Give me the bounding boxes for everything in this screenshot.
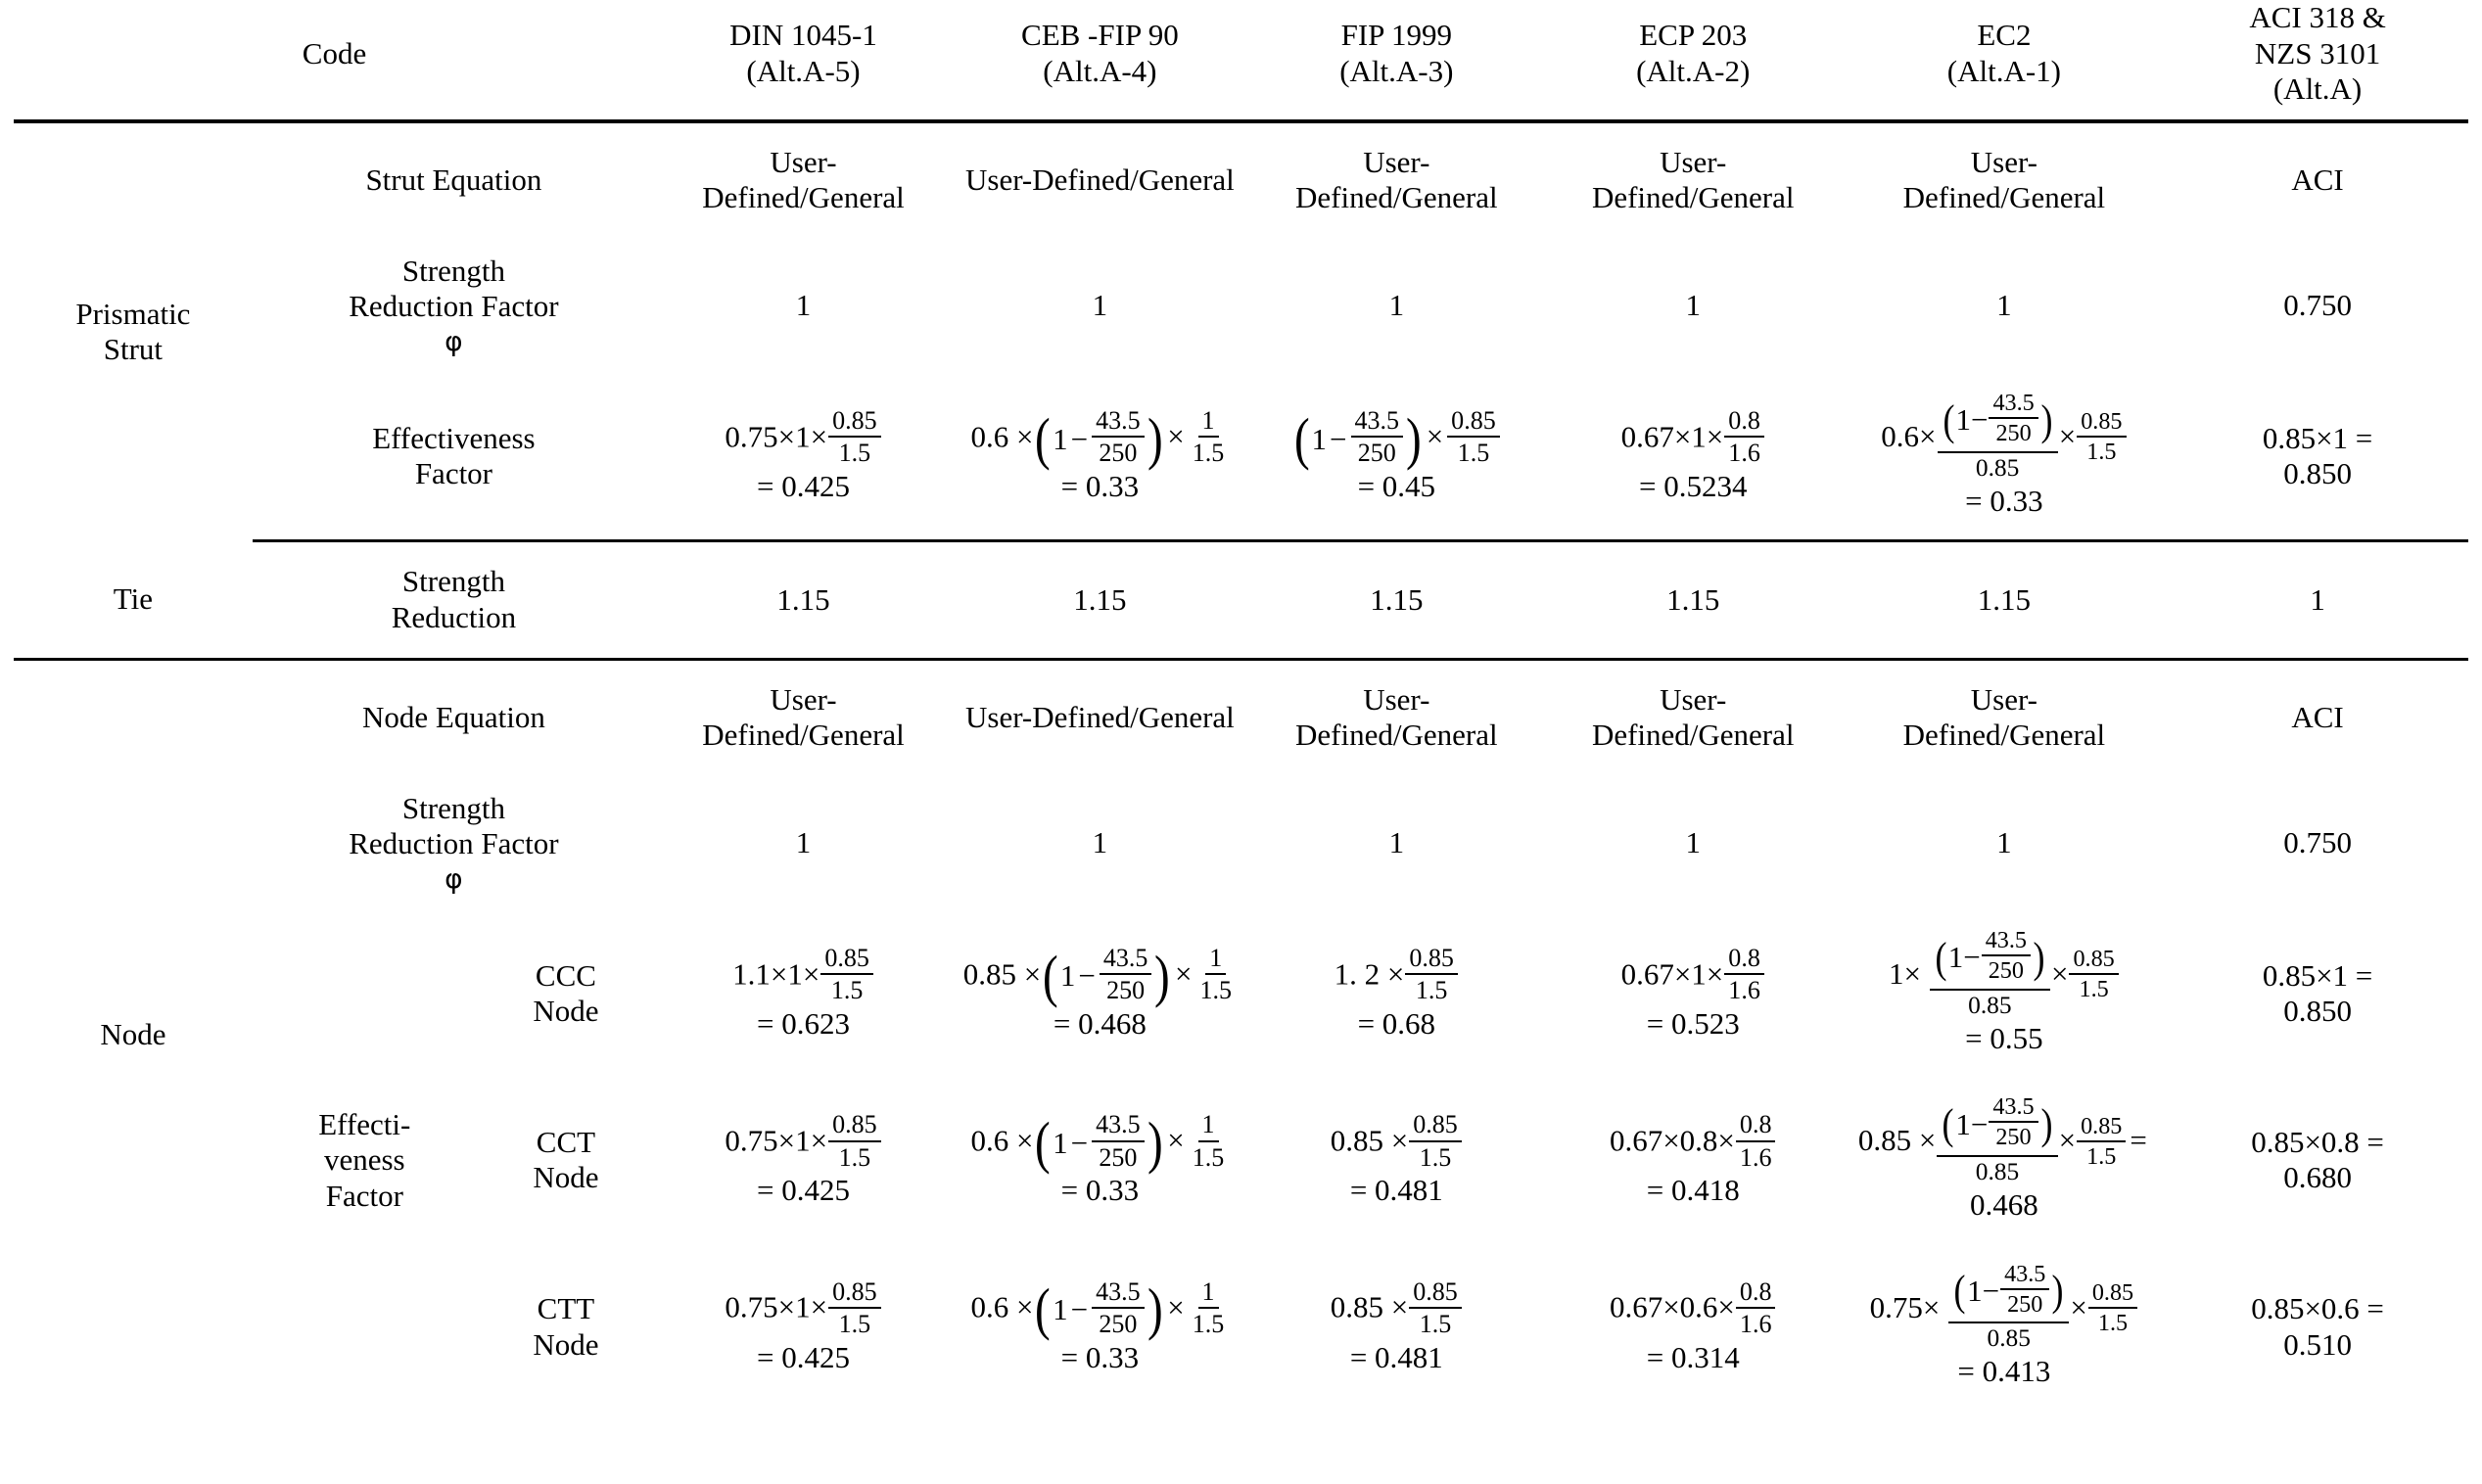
row-label-tie-strength-l1: Strength	[401, 564, 505, 599]
cell-node-phi-din: 1	[795, 824, 812, 859]
cell-strut-eff-ecp	[1545, 373, 1842, 541]
row-label-eff-node-l1: Effecti-	[318, 1106, 411, 1141]
cell-strut-eff-ec2-times: ×	[2058, 419, 2077, 453]
row-label-eff-node-l2: veness	[323, 1142, 405, 1178]
header-col-din-name: DIN 1045-1	[729, 18, 877, 53]
cell-ccc-aci	[2167, 910, 2468, 1077]
cell-cct-fip-result: = 0.481	[1349, 1173, 1443, 1208]
cell-ccc-ec2-inum: 43.5	[1982, 927, 2031, 956]
cell-strut-phi-ec2: 1	[1996, 287, 2012, 322]
row-label-ctt-node-l2: Node	[533, 1326, 599, 1362]
table-row-strut-equation	[14, 121, 2468, 238]
cell-ccc-ec2-oden: 0.85	[1968, 991, 2012, 1019]
cell-strut-eff-aci-l1: 0.85×1 =	[2262, 420, 2373, 455]
cell-ccc-ceb-minus: −	[1078, 958, 1096, 994]
cell-strut-eff-ecp-num: 0.8	[1724, 406, 1764, 438]
cell-strut-eff-din-result: = 0.425	[757, 469, 850, 504]
cell-strut-eff-din	[655, 373, 952, 541]
header-col-ec2-alt: (Alt.A-1)	[1946, 53, 2062, 88]
cell-strut-equation-ec2-l1: User-	[1970, 144, 2038, 179]
row-label-ccc-node-l1: CCC	[535, 957, 596, 993]
cell-cct-ceb-den: 1.5	[1192, 1142, 1225, 1172]
cell-ctt-ceb-minus: −	[1070, 1292, 1089, 1327]
cell-strut-phi-din: 1	[795, 287, 812, 322]
cell-ctt-aci-l1: 0.85×0.6 =	[2251, 1291, 2384, 1326]
cell-ccc-ec2-num: 0.85	[2069, 946, 2118, 975]
cell-ccc-ec2-minus: −	[1963, 940, 1981, 975]
row-label-tie-strength-l2: Reduction	[391, 600, 517, 634]
cell-strut-equation-aci: ACI	[2291, 162, 2344, 198]
cell-ccc-ceb-one: 1	[1059, 958, 1076, 994]
cell-ctt-aci-l2: 0.510	[2283, 1326, 2352, 1362]
cell-strut-eff-ceb-minus: −	[1070, 421, 1089, 456]
cell-strut-eff-ec2-one: 1	[1955, 402, 1971, 438]
cell-cct-ecp-num: 0.8	[1736, 1110, 1776, 1141]
cell-strut-eff-din-num: 0.85	[828, 406, 881, 438]
row-label-ccc-node-l2: Node	[533, 994, 599, 1029]
cell-ctt-ceb-iden: 250	[1099, 1309, 1138, 1338]
group-label-tie: Tie	[14, 541, 253, 659]
cell-strut-equation-fip	[1248, 121, 1545, 238]
cell-cct-ceb: 0.6 × ( 1 − $\frac{43.5}{250}$ ) × $\frac{1}{1.5}$ = 0.33	[952, 1077, 1248, 1243]
cell-ccc-ecp-result: = 0.523	[1646, 1005, 1740, 1041]
cell-ccc-ceb-lead: 0.85 ×	[962, 955, 1042, 991]
cell-cct-ceb-lead: 0.6 ×	[970, 1123, 1034, 1158]
cell-ccc-din	[655, 910, 952, 1077]
cell-ccc-ec2-one: 1	[1947, 940, 1964, 975]
header-col-aci-alt2: (Alt.A)	[2272, 71, 2363, 107]
cell-ctt-ecp	[1545, 1244, 1842, 1411]
cell-node-equation-ecp-l2: Defined/General	[1591, 718, 1795, 753]
cell-node-phi-ec2: 1	[1996, 824, 2012, 859]
cell-ctt-din	[655, 1244, 952, 1411]
cell-cct-ceb-inum: 43.5	[1092, 1110, 1145, 1141]
cell-cct-din-lead: 0.75×1×	[725, 1123, 828, 1158]
row-label-node-phi-l1: Strength	[401, 790, 505, 825]
cell-tie-din: 1.15	[655, 541, 952, 659]
cell-strut-phi-aci: 0.750	[2283, 287, 2352, 322]
cell-ccc-ecp	[1545, 910, 1842, 1077]
cell-strut-phi-fip: 1	[1388, 287, 1405, 322]
cell-ctt-ecp-den: 1.6	[1739, 1309, 1772, 1338]
cell-cct-ceb-iden: 250	[1099, 1142, 1138, 1172]
cell-node-phi-fip: 1	[1388, 824, 1405, 859]
cell-ctt-ec2-lead: 0.75×	[1869, 1289, 1941, 1324]
cell-strut-equation-din-l1: User-	[770, 144, 837, 179]
cell-ctt-ceb-one: 1	[1053, 1292, 1068, 1327]
cell-strut-eff-ceb-one: 1	[1053, 421, 1068, 456]
cell-node-equation-ec2	[1842, 659, 2167, 775]
row-label-strut-phi-l1: Strength	[401, 253, 505, 288]
cell-strut-eff-ceb-times: ×	[1167, 419, 1185, 453]
cell-ccc-ceb-num: 1	[1205, 944, 1226, 975]
code-comparison-table	[14, 0, 2468, 1411]
cell-ctt-ceb-times: ×	[1167, 1289, 1185, 1324]
cell-strut-eff-fip-times: ×	[1426, 419, 1444, 453]
cell-node-equation-fip-l1: User-	[1363, 681, 1430, 717]
cell-ctt-ceb-inum: 43.5	[1092, 1277, 1145, 1309]
cell-ctt-fip	[1248, 1244, 1545, 1411]
cell-cct-ceb-one: 1	[1053, 1125, 1068, 1160]
cell-strut-phi-ceb: 1	[1092, 287, 1108, 322]
cell-ccc-aci-l1: 0.85×1 =	[2262, 957, 2373, 993]
row-label-eff-node-l3: Factor	[325, 1178, 403, 1213]
table-row-strut-phi	[14, 238, 2468, 373]
cell-strut-eff-din-lead: 0.75×1×	[725, 419, 828, 453]
cell-cct-ec2-times: ×	[2058, 1123, 2077, 1158]
cell-strut-phi-ecp: 1	[1685, 287, 1701, 322]
group-label-prismatic-strut	[14, 121, 253, 541]
cell-cct-ec2: 0.85 × ( 1 − $\frac{43.5}{250}$ ) 0.85 × $\frac{0.85}{1.5}$ = 0.468	[1842, 1077, 2167, 1243]
cell-strut-eff-ecp-result: = 0.5234	[1638, 469, 1748, 504]
cell-ccc-ec2: 1× ( 1 − $\frac{43.5}{250}$ ) 0.85 × $\frac{0.85}{1.5}$ = 0.55	[1842, 910, 2167, 1077]
cell-cct-ec2-inum: 43.5	[1989, 1093, 2037, 1123]
cell-cct-aci-l1: 0.85×0.8 =	[2251, 1124, 2384, 1159]
cell-strut-eff-fip-den: 1.5	[1457, 439, 1490, 468]
cell-ctt-fip-num: 0.85	[1409, 1277, 1462, 1309]
cell-node-phi-ceb: 1	[1092, 824, 1108, 859]
cell-cct-ceb-times: ×	[1167, 1123, 1185, 1158]
cell-strut-eff-aci-l2: 0.850	[2283, 456, 2352, 491]
group-label-prismatic-strut-line1: Prismatic	[75, 296, 191, 331]
header-col-din	[655, 0, 952, 121]
cell-ccc-ec2-den: 1.5	[2079, 976, 2109, 1003]
cell-strut-eff-fip-iden: 250	[1357, 439, 1396, 468]
cell-node-phi-aci: 0.750	[2283, 824, 2352, 859]
cell-ctt-ceb-den: 1.5	[1192, 1309, 1225, 1338]
cell-tie-ceb: 1.15	[952, 541, 1248, 659]
cell-cct-din	[655, 1077, 952, 1243]
cell-cct-ec2-minus: −	[1970, 1106, 1989, 1141]
header-col-ceb	[952, 0, 1248, 121]
cell-ctt-ecp-result: = 0.314	[1646, 1339, 1740, 1374]
cell-ccc-ceb-times: ×	[1175, 955, 1193, 991]
cell-ccc-ec2-lead: 1×	[1889, 955, 1921, 991]
cell-cct-din-den: 1.5	[838, 1142, 871, 1172]
cell-cct-ceb-result: = 0.33	[1060, 1173, 1140, 1208]
row-label-node-phi	[253, 775, 655, 910]
cell-ccc-ceb-inum: 43.5	[1100, 944, 1152, 975]
row-label-strut-phi	[253, 238, 655, 373]
cell-ccc-ec2-iden: 250	[1988, 957, 2024, 985]
cell-ctt-din-num: 0.85	[828, 1277, 881, 1309]
cell-strut-eff-ceb-lead: 0.6 ×	[970, 419, 1034, 453]
cell-tie-fip: 1.15	[1248, 541, 1545, 659]
table-row-tie	[14, 541, 2468, 659]
cell-strut-equation-fip-l1: User-	[1363, 144, 1430, 179]
header-col-aci	[2167, 0, 2468, 121]
cell-ccc-fip-den: 1.5	[1415, 976, 1448, 1005]
cell-node-equation-ceb: User-Defined/General	[965, 699, 1235, 734]
cell-ctt-ec2-times: ×	[2070, 1289, 2087, 1324]
cell-cct-ecp-lead: 0.67×0.8×	[1609, 1123, 1735, 1158]
header-col-ceb-alt: (Alt.A-4)	[1043, 53, 1157, 88]
cell-ccc-din-num: 0.85	[820, 944, 873, 975]
cell-node-phi-ecp: 1	[1685, 824, 1701, 859]
row-label-strut-effectiveness	[253, 373, 655, 541]
row-label-node-equation: Node Equation	[362, 699, 545, 734]
cell-node-equation-ecp	[1545, 659, 1842, 775]
cell-ctt-fip-lead: 0.85 ×	[1330, 1289, 1409, 1324]
header-col-ecp-name: ECP 203	[1639, 18, 1748, 53]
cell-ctt-ceb-num: 1	[1198, 1277, 1219, 1309]
cell-ccc-ec2-result: = 0.55	[1965, 1020, 2043, 1055]
cell-strut-eff-ec2-num: 0.85	[2077, 408, 2126, 438]
table-row-node-equation	[14, 659, 2468, 775]
cell-ctt-din-result: = 0.425	[757, 1339, 850, 1374]
header-col-fip-name: FIP 1999	[1340, 18, 1453, 53]
row-label-node-phi-l2: Reduction Factor	[349, 826, 559, 861]
cell-cct-din-result: = 0.425	[757, 1173, 850, 1208]
cell-ctt-ec2: 0.75× ( 1 − $\frac{43.5}{250}$ ) 0.85 × $\frac{0.85}{1.5}$ = 0.413	[1842, 1244, 2167, 1411]
cell-strut-eff-din-den: 1.5	[838, 439, 871, 468]
row-label-cct-node	[477, 1077, 655, 1243]
cell-ctt-ceb: 0.6 × ( 1 − $\frac{43.5}{250}$ ) × $\frac{1}{1.5}$ = 0.33	[952, 1244, 1248, 1411]
cell-strut-eff-fip-inum: 43.5	[1351, 406, 1404, 438]
cell-ctt-ec2-num: 0.85	[2088, 1279, 2137, 1309]
cell-ctt-ec2-iden: 250	[2007, 1290, 2043, 1318]
cell-ctt-ec2-inum: 43.5	[2000, 1261, 2049, 1290]
row-label-strut-equation: Strut Equation	[365, 162, 542, 198]
cell-strut-eff-aci	[2167, 373, 2468, 541]
cell-strut-eff-fip-one: 1	[1311, 421, 1328, 456]
row-label-effectiveness-factor-node	[253, 910, 477, 1411]
header-col-ecp-alt: (Alt.A-2)	[1636, 53, 1751, 88]
cell-ccc-ceb-result: = 0.468	[1053, 1005, 1147, 1041]
header-col-aci-name: ACI 318 &	[2249, 0, 2386, 34]
cell-cct-ec2-lead: 0.85 ×	[1857, 1123, 1937, 1158]
cell-strut-equation-din-l2: Defined/General	[702, 180, 905, 215]
cell-cct-ecp	[1545, 1077, 1842, 1243]
cell-strut-eff-ecp-lead: 0.67×1×	[1620, 419, 1724, 453]
cell-strut-eff-ceb: 0.6 × ( 1 − $\frac{43.5}{250}$ ) × $\frac{1}{1.5}$ = 0.33	[952, 373, 1248, 541]
cell-ccc-din-lead: 1.1×1×	[732, 955, 820, 991]
cell-ccc-ecp-num: 0.8	[1724, 944, 1764, 975]
cell-ccc-fip	[1248, 910, 1545, 1077]
cell-node-equation-ec2-l1: User-	[1970, 681, 2038, 717]
row-label-node-phi-symbol: φ	[445, 861, 463, 895]
row-label-strut-eff-l2: Factor	[414, 456, 493, 491]
cell-ccc-ecp-den: 1.6	[1728, 976, 1760, 1005]
row-label-ccc-node	[477, 910, 655, 1077]
cell-ccc-ec2-times: ×	[2050, 955, 2069, 991]
cell-node-equation-ecp-l1: User-	[1660, 681, 1727, 717]
cell-node-equation-fip	[1248, 659, 1545, 775]
row-label-ctt-node-l1: CTT	[537, 1291, 595, 1326]
cell-cct-fip-num: 0.85	[1409, 1110, 1462, 1141]
header-col-ceb-name: CEB -FIP 90	[1021, 18, 1179, 53]
cell-ctt-din-lead: 0.75×1×	[725, 1289, 828, 1324]
cell-cct-fip	[1248, 1077, 1545, 1243]
cell-ccc-fip-num: 0.85	[1405, 944, 1458, 975]
cell-cct-ceb-num: 1	[1198, 1110, 1219, 1141]
cell-strut-equation-ec2	[1842, 121, 2167, 238]
cell-ccc-ceb: 0.85 × ( 1 − $\frac{43.5}{250}$ ) × $\frac{1}{1.5}$ = 0.468	[952, 910, 1248, 1077]
header-col-ec2-name: EC2	[1977, 18, 2032, 53]
cell-strut-eff-ec2-iden: 250	[1995, 420, 2032, 447]
cell-cct-fip-lead: 0.85 ×	[1330, 1123, 1409, 1158]
cell-ctt-aci	[2167, 1244, 2468, 1411]
cell-cct-fip-den: 1.5	[1419, 1142, 1452, 1172]
row-label-strut-phi-symbol: φ	[445, 325, 463, 358]
cell-ccc-aci-l2: 0.850	[2283, 994, 2352, 1029]
cell-ctt-fip-result: = 0.481	[1349, 1339, 1443, 1374]
row-label-cct-node-l2: Node	[533, 1160, 599, 1195]
cell-ccc-ecp-lead: 0.67×1×	[1620, 955, 1724, 991]
cell-cct-ec2-trail: =	[2130, 1123, 2147, 1158]
cell-strut-eff-fip-minus: −	[1330, 421, 1347, 456]
cell-strut-equation-fip-l2: Defined/General	[1295, 180, 1498, 215]
cell-cct-ec2-num: 0.85	[2077, 1113, 2126, 1142]
header-col-fip-alt: (Alt.A-3)	[1339, 53, 1454, 88]
cell-ctt-ceb-lead: 0.6 ×	[970, 1289, 1034, 1324]
cell-strut-eff-fip: ( 1 − $\frac{43.5}{250}$ ) × $\frac{0.85}{1.5}$ = 0.45	[1248, 373, 1545, 541]
cell-cct-ec2-oden: 0.85	[1975, 1157, 2020, 1185]
cell-strut-eff-ec2-minus: −	[1970, 402, 1989, 438]
cell-strut-eff-fip-result: = 0.45	[1357, 469, 1436, 504]
cell-ctt-ec2-minus: −	[1982, 1273, 2000, 1308]
cell-strut-equation-ecp	[1545, 121, 1842, 238]
cell-ctt-fip-den: 1.5	[1419, 1309, 1452, 1338]
cell-strut-eff-ceb-iden: 250	[1099, 439, 1138, 468]
row-label-strut-eff-l1: Effectiveness	[372, 420, 536, 455]
cell-ctt-ec2-one: 1	[1967, 1273, 1983, 1308]
cell-ctt-ec2-result: = 0.413	[1957, 1354, 2051, 1389]
cell-cct-ecp-result: = 0.418	[1646, 1173, 1740, 1208]
cell-ctt-ecp-num: 0.8	[1736, 1277, 1776, 1309]
cell-ctt-ec2-oden: 0.85	[1987, 1324, 2031, 1353]
cell-tie-aci: 1	[2167, 541, 2468, 659]
cell-node-equation-din-l2: Defined/General	[702, 718, 905, 753]
table-row-strut-effectiveness	[14, 373, 2468, 541]
cell-cct-ceb-minus: −	[1070, 1125, 1089, 1160]
group-label-prismatic-strut-line2: Strut	[103, 332, 164, 367]
cell-ccc-ceb-iden: 250	[1106, 976, 1146, 1005]
cell-strut-equation-ceb: User-Defined/General	[965, 162, 1235, 198]
cell-ccc-ceb-den: 1.5	[1199, 976, 1233, 1005]
table-row-ccc-node	[14, 910, 2468, 1077]
cell-cct-ec2-result: 0.468	[1970, 1186, 2038, 1222]
cell-tie-ecp: 1.15	[1545, 541, 1842, 659]
cell-strut-eff-fip-num: 0.85	[1447, 406, 1500, 438]
table-row-node-phi	[14, 775, 2468, 910]
row-label-tie-strength	[253, 541, 655, 659]
cell-strut-eff-ceb-result: = 0.33	[1060, 469, 1140, 504]
cell-strut-eff-ceb-num: 1	[1198, 406, 1219, 438]
cell-node-equation-ec2-l2: Defined/General	[1902, 718, 2106, 753]
row-label-ctt-node	[477, 1244, 655, 1411]
header-col-din-alt: (Alt.A-5)	[746, 53, 861, 88]
cell-cct-aci	[2167, 1077, 2468, 1243]
header-col-ecp	[1545, 0, 1842, 121]
cell-ctt-din-den: 1.5	[838, 1309, 871, 1338]
cell-strut-equation-ec2-l2: Defined/General	[1902, 180, 2106, 215]
cell-ctt-ceb-result: = 0.33	[1060, 1339, 1140, 1374]
cell-strut-eff-ec2-den: 1.5	[2086, 439, 2117, 466]
header-col-ec2	[1842, 0, 2167, 121]
cell-cct-ec2-den: 1.5	[2086, 1142, 2117, 1170]
cell-strut-eff-ec2-oden: 0.85	[1975, 453, 2020, 482]
cell-cct-din-num: 0.85	[828, 1110, 881, 1141]
cell-ccc-din-den: 1.5	[830, 976, 864, 1005]
row-label-cct-node-l1: CCT	[536, 1124, 596, 1159]
cell-ccc-fip-lead: 1. 2 ×	[1334, 955, 1405, 991]
cell-strut-eff-ec2: 0.6× ( 1 − $\frac{43.5}{250}$ ) 0.85 × $\frac{0.85}{1.5}$ = 0.33	[1842, 373, 2167, 541]
header-col-aci-alt: NZS 3101	[2254, 35, 2381, 70]
cell-strut-eff-ec2-inum: 43.5	[1989, 390, 2037, 419]
cell-strut-eff-ec2-result: = 0.33	[1965, 483, 2043, 518]
cell-node-equation-din	[655, 659, 952, 775]
cell-node-equation-aci: ACI	[2291, 699, 2344, 734]
header-col-fip	[1248, 0, 1545, 121]
cell-cct-ec2-one: 1	[1955, 1106, 1971, 1141]
cell-strut-equation-din	[655, 121, 952, 238]
cell-ctt-ec2-den: 1.5	[2097, 1309, 2129, 1336]
cell-strut-eff-ecp-den: 1.6	[1728, 439, 1760, 468]
row-label-strut-phi-l2: Reduction Factor	[349, 289, 559, 324]
cell-ctt-ecp-lead: 0.67×0.6×	[1609, 1289, 1735, 1324]
cell-ccc-fip-result: = 0.68	[1357, 1005, 1436, 1041]
header-code-label: Code	[14, 0, 655, 121]
cell-tie-ec2: 1.15	[1842, 541, 2167, 659]
cell-strut-eff-ceb-inum: 43.5	[1092, 406, 1145, 438]
cell-strut-eff-ec2-lead: 0.6×	[1881, 419, 1937, 453]
cell-node-equation-fip-l2: Defined/General	[1295, 718, 1498, 753]
cell-ccc-din-result: = 0.623	[757, 1005, 850, 1041]
group-label-node: Node	[100, 1017, 166, 1052]
cell-strut-equation-ecp-l1: User-	[1660, 144, 1727, 179]
cell-cct-ec2-iden: 250	[1995, 1124, 2032, 1151]
cell-node-equation-din-l1: User-	[770, 681, 837, 717]
cell-strut-equation-ecp-l2: Defined/General	[1591, 180, 1795, 215]
cell-cct-ecp-den: 1.6	[1739, 1142, 1772, 1172]
table-header-row	[14, 0, 2468, 121]
cell-cct-aci-l2: 0.680	[2283, 1160, 2352, 1195]
cell-strut-eff-ceb-den: 1.5	[1192, 439, 1225, 468]
